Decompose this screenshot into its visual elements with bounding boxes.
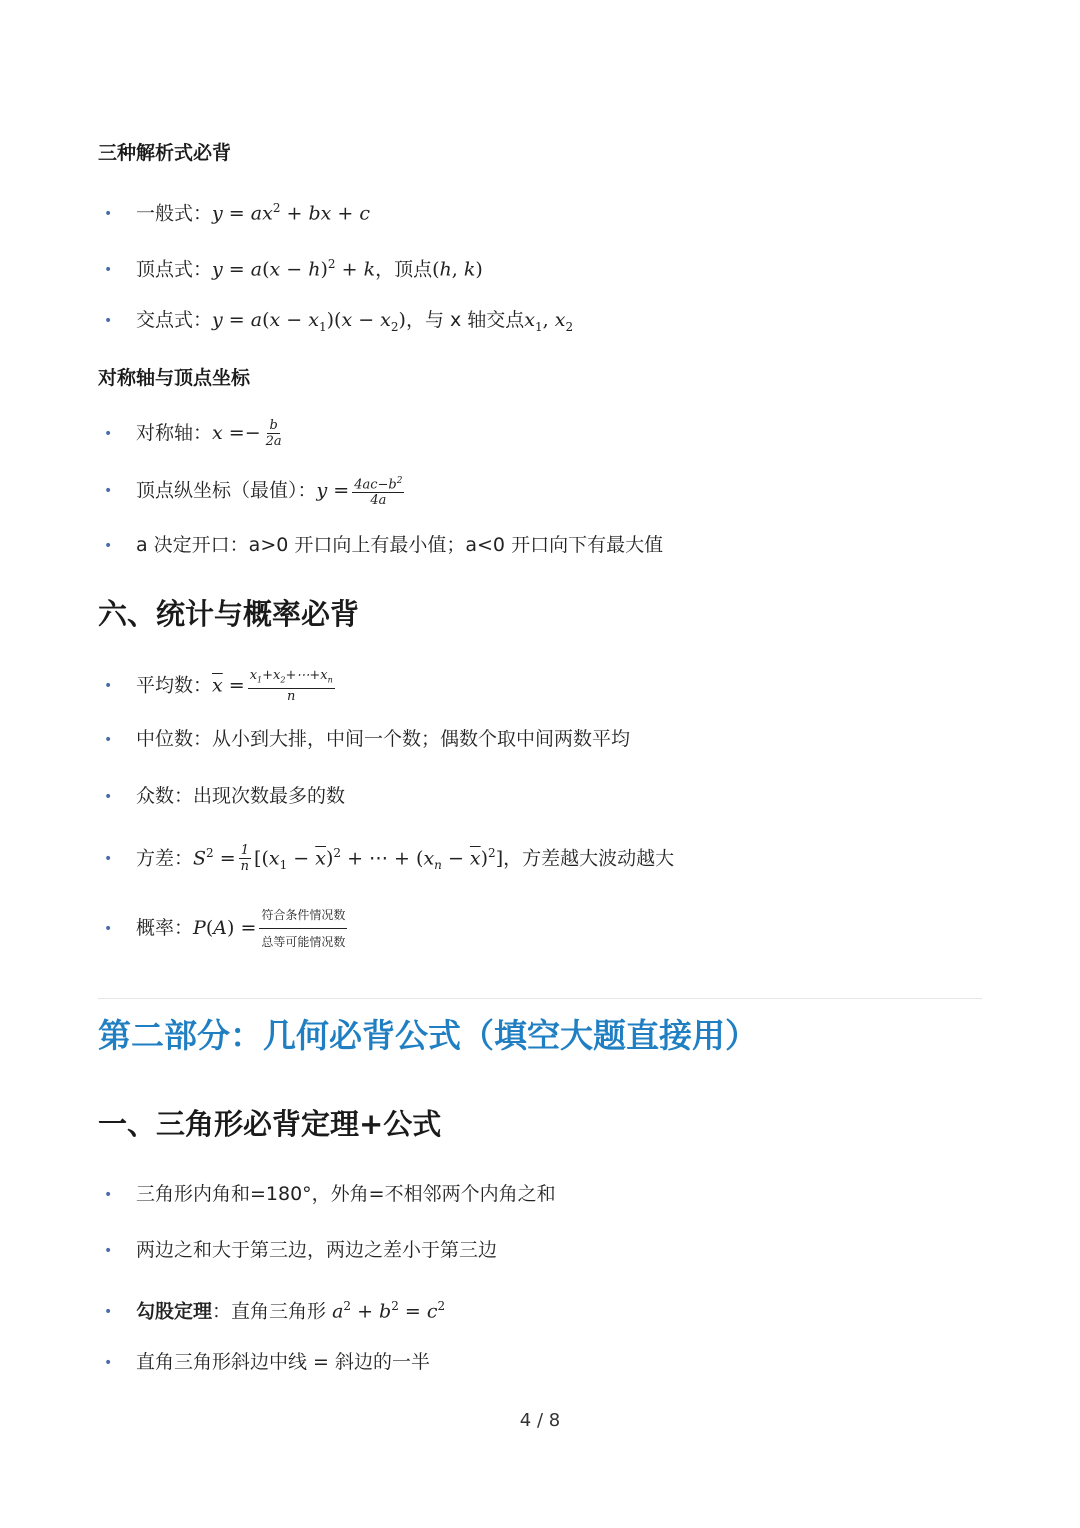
bullet-icon: •	[104, 205, 113, 222]
list-item-sides: • 两边之和大于第三边，两边之差小于第三边	[104, 1235, 497, 1265]
bullet-icon: •	[104, 1354, 113, 1371]
list-item-median: • 中位数：从小到大排，中间一个数；偶数个取中间两数平均	[104, 724, 630, 754]
list-item-variance: • 方差：$S^2$ = $\frac{1}{n}$ [$(x_1 - \overline{x})^2$ + ⋯ + $(x_n - \overline{x})^2$]，方差越大波动越大	[104, 843, 675, 875]
list-item-vertex-form: • 顶点式：$y = a(x - h)^2 + k$，顶点(h, k)	[104, 249, 483, 279]
list-item-general-form: • 一般式：$y = ax^2$ + bx + c	[104, 193, 370, 223]
bullet-icon: •	[104, 483, 113, 500]
list-item-mean: • 平均数：$\overline{x}$ = $\frac{x_1+x_2+\cdots+x_n}{n}$	[104, 668, 333, 704]
list-item-angle-sum: • 三角形内角和=180°，外角=不相邻两个内角之和	[104, 1179, 556, 1209]
bullet-icon: •	[104, 425, 113, 442]
bullet-icon: •	[104, 312, 113, 329]
bullet-icon: •	[104, 1242, 113, 1259]
list-item-extreme: • 顶点纵坐标（最值）：y = $\frac{4ac-b^2}{4a}$	[104, 476, 403, 509]
heading-part-two: 第二部分：几何必背公式（填空大题直接用）	[98, 1016, 758, 1055]
page-number: 4 / 8	[519, 1410, 561, 1431]
heading-three-forms: 三种解析式必背	[98, 142, 232, 164]
bullet-icon: •	[104, 920, 113, 937]
heading-axis-vertex: 对称轴与顶点坐标	[98, 367, 251, 389]
list-item-a-opening: • a 决定开口：a>0 开口向上有最小值；a<0 开口向下有最大值	[104, 530, 663, 560]
bullet-icon: •	[104, 537, 113, 554]
list-item-mode: • 众数：出现次数最多的数	[104, 781, 345, 811]
list-item-hypotenuse-median: • 直角三角形斜边中线 = 斜边的一半	[104, 1347, 430, 1377]
bullet-icon: •	[104, 677, 113, 694]
heading-triangle: 一、三角形必背定理+公式	[98, 1107, 442, 1141]
list-item-axis: • 对称轴：x =− $\frac{b}{2a}$	[104, 418, 282, 449]
list-item-intercept-form: • 交点式：$y = a(x - x_1)(x - x_2)$，与 x 轴交点$x_1$, $x_2$	[104, 305, 573, 335]
bullet-icon: •	[104, 1186, 113, 1203]
bullet-icon: •	[104, 1303, 113, 1320]
bullet-icon: •	[104, 850, 113, 867]
heading-statistics: 六、统计与概率必背	[98, 597, 360, 631]
bullet-icon: •	[104, 788, 113, 805]
bullet-icon: •	[104, 261, 113, 278]
list-item-pythagoras: • 勾股定理：直角三角形 $a^2 + b^2 = c^2$	[104, 1291, 445, 1321]
list-item-probability: • 概率：P(A) = $\frac{\text{符合条件情况数}}{\text{总等可能情况数}}$	[104, 902, 350, 932]
bullet-icon: •	[104, 731, 113, 748]
section-divider	[98, 998, 982, 999]
